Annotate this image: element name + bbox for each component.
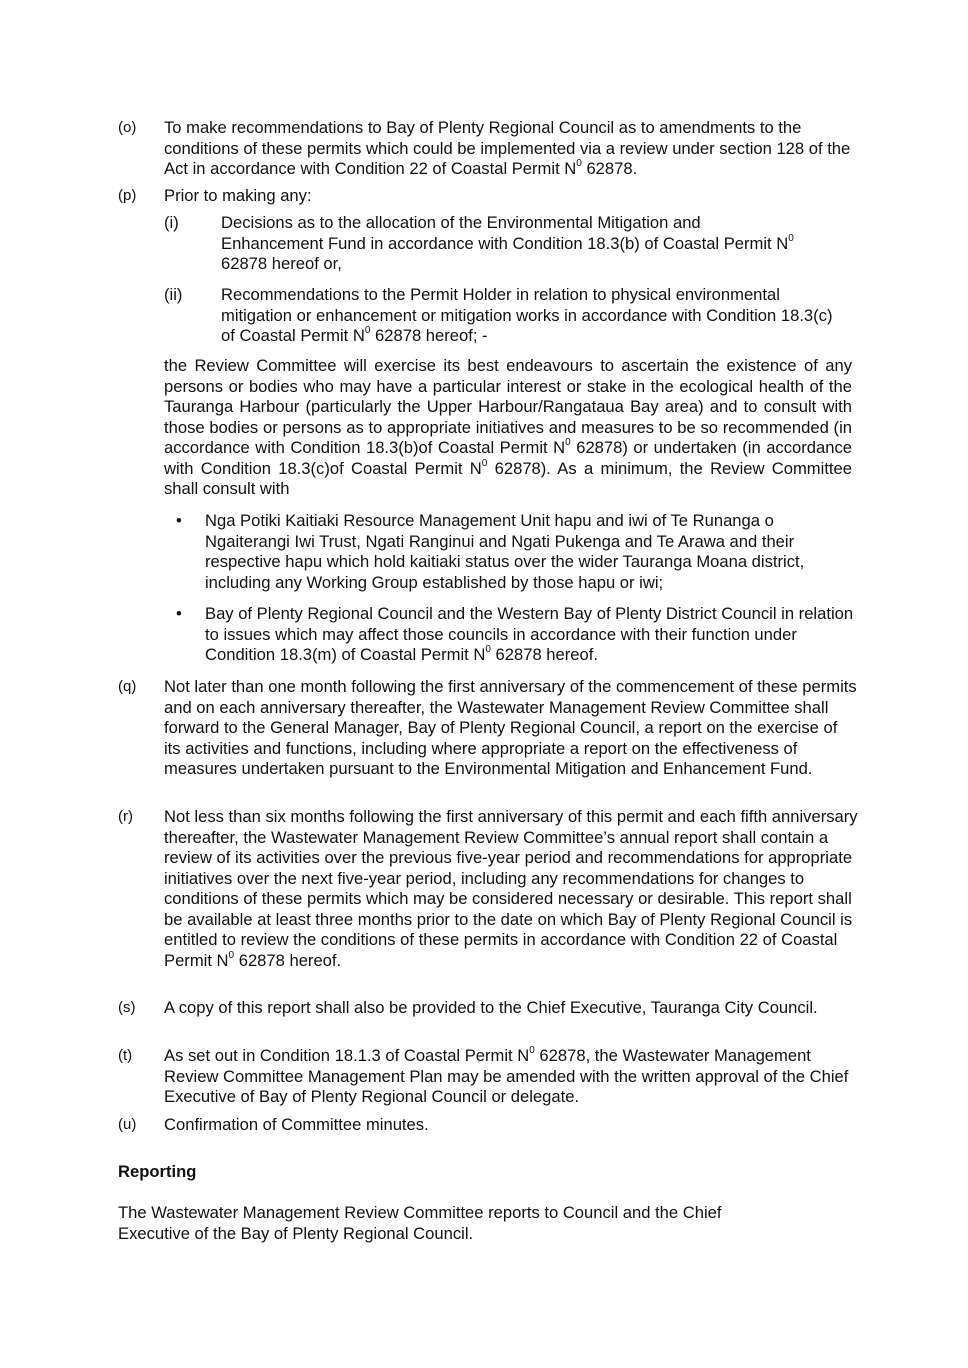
item-text: A copy of this report shall also be provided to the Chief Executive, Tauranga City Council.	[164, 998, 818, 1017]
item-text: Confirmation of Committee minutes.	[164, 1115, 429, 1134]
section-heading: Reporting	[118, 1162, 197, 1181]
bullet-icon: •	[176, 511, 182, 530]
bullet-item	[176, 511, 856, 593]
subitem-text: Decisions as to the allocation of the Environmental Mitigation and Enhancement Fund in accordance with Condition 18.3(b) of Coastal Permit $N^0$ 62878 hereof or,	[221, 213, 794, 273]
item-text: Not less than six months following the first anniversary of this permit and each fifth anniversary thereafter, the Wastewater Management Review Committee’s annual report shall contain a review of its activities over the previous five-year period and recommendations for appropriate initiatives over the next five-year period, including any recommendations for changes to conditions of these permits which may be considered necessary or desirable. This report shall be available at least three months prior to the date on which Bay of Plenty Regional Council is entitled to review the conditions of these permits in accordance with Condition 22 of Coastal Permit $N^0$ 62878 hereof.	[164, 807, 858, 970]
subitem-ii	[164, 285, 834, 347]
item-o	[118, 118, 858, 180]
bullet-item	[176, 604, 856, 666]
item-text: As set out in Condition 18.1.3 of Coastal Permit $N^0$ 62878, the Wastewater Management Review Committee Management Plan may be amended with the written approval of the Chief Executive of Bay of Plenty Regional Council or delegate.	[164, 1045, 849, 1106]
item-label: (s)	[118, 999, 136, 1016]
item-text: Prior to making any:	[164, 186, 312, 205]
consultation-paragraph: the Review Committee will exercise its best endeavours to ascertain the existence of any persons or bodies who may have a particular interest or stake in the ecological health of the Tauranga Harbour (particularly the Upper Harbour/Rangataua Bay area) and to consult with those bodies or persons as to appropriate initiatives and measures to be so recommended (in accordance with Condition 18.3(b)of Coastal Permit $N^0$ 62878) or undertaken (in accordance with Condition 18.3(c)of Coastal Permit $N^0$ 62878). As a minimum, the Review Committee shall consult with	[164, 356, 852, 498]
item-u	[118, 1115, 858, 1136]
item-label: (u)	[118, 1116, 137, 1133]
item-p	[118, 186, 858, 207]
item-text: To make recommendations to Bay of Plenty Regional Council as to amendments to the conditions of these permits which could be implemented via a review under section 128 of the Act in accordance with Condition 22 of Coastal Permit $N^0$ 62878.	[164, 118, 851, 178]
item-r	[118, 807, 858, 971]
item-text: Not later than one month following the first anniversary of the commencement of these permits and on each anniversary thereafter, the Wastewater Management Review Committee shall forward to the General Manager, Bay of Plenty Regional Council, a report on the exercise of its activities and functions, including where appropriate a report on the effectiveness of measures undertaken pursuant to the Environmental Mitigation and Enhancement Fund.	[164, 677, 857, 778]
subitem-label: (i)	[164, 213, 179, 232]
item-label: (o)	[118, 119, 137, 136]
item-q	[118, 677, 858, 780]
item-label: (r)	[118, 808, 133, 825]
item-label: (t)	[118, 1047, 133, 1064]
item-s	[118, 998, 818, 1019]
item-t	[118, 1046, 858, 1108]
bullet-text: Bay of Plenty Regional Council and the Western Bay of Plenty District Council in relation to issues which may affect those councils in accordance with their function under Condition 18.3(m) of Coastal Permit $N^0$ 62878 hereof.	[205, 604, 854, 664]
reporting-paragraph: The Wastewater Management Review Committee reports to Council and the Chief Executive of the Bay of Plenty Regional Council.	[118, 1203, 722, 1243]
subitem-text: Recommendations to the Permit Holder in relation to physical environmental mitigation or enhancement or mitigation works in accordance with Condition 18.3(c) of Coastal Permit $N^0$ 62878 hereof; -	[221, 285, 833, 345]
subitem-i	[164, 213, 796, 275]
subitem-label: (ii)	[164, 285, 183, 304]
bullet-text: Nga Potiki Kaitiaki Resource Management Unit hapu and iwi of Te Runanga o Ngaiterangi Iwi Trust, Ngati Ranginui and Ngati Pukenga and Te Arawa and their respective hapu which hold kaitiaki status over the wider Tauranga Moana district, including any Working Group established by those hapu or iwi;	[205, 511, 805, 592]
bullet-icon: •	[176, 604, 182, 623]
item-label: (p)	[118, 187, 137, 204]
item-label: (q)	[118, 678, 137, 695]
